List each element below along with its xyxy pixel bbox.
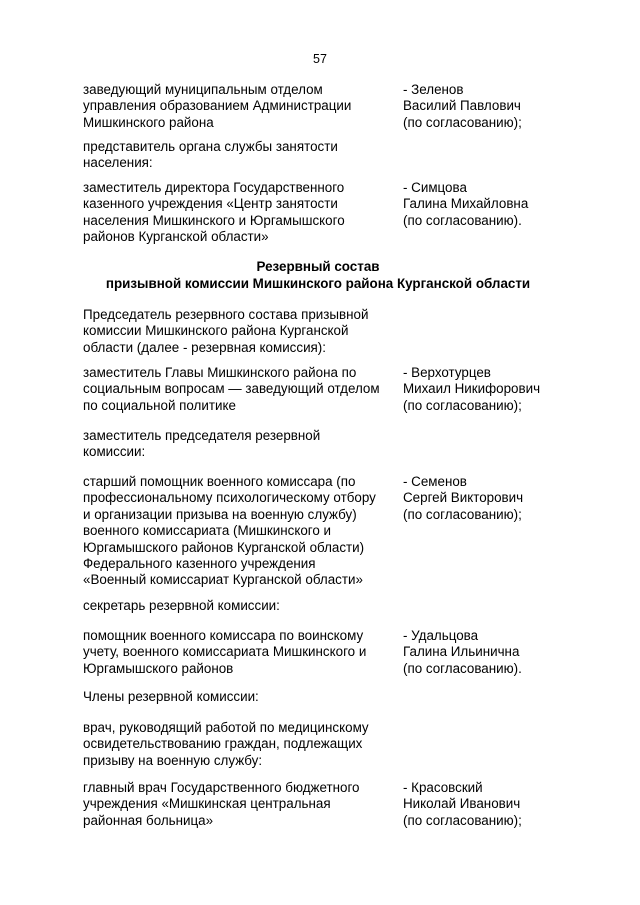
- person-name: - Семенов Сергей Викторович (по согласованию);: [403, 474, 524, 522]
- list-item: [83, 628, 553, 677]
- position-title: заместитель директора Государственного казенного учреждения «Центр занятости населения Мишкинского и Юргамышского районов Курганской области»: [83, 180, 345, 245]
- list-item: [83, 180, 553, 246]
- list-item: [83, 428, 553, 461]
- person-name: - Симцова Галина Михайловна (по согласованию).: [403, 180, 529, 228]
- position-title: помощник военного комиссара по воинскому учету, военного комиссариата Мишкинского и Юргамышского районов: [83, 628, 367, 676]
- position-title: Члены резервной комиссии:: [83, 689, 259, 704]
- position-title: Председатель резервного состава призывной комиссии Мишкинского района Курганской области (далее - резервная комиссия):: [83, 307, 369, 355]
- page-number: 57: [313, 52, 327, 66]
- position-title: секретарь резервной комиссии:: [83, 598, 280, 613]
- person-name: - Зеленов Василий Павлович (по согласованию);: [403, 82, 522, 130]
- position-title: представитель органа службы занятости населения:: [83, 139, 338, 171]
- person-name: - Красовский Николай Иванович (по согласованию);: [403, 780, 522, 828]
- section-title-line1: Резервный состав: [256, 259, 380, 274]
- list-item: [83, 689, 553, 705]
- list-item: [83, 82, 553, 131]
- section-title-line2: призывной комиссии Мишкинского района Курганской области: [105, 276, 531, 291]
- list-item: [83, 780, 553, 829]
- position-title: заместитель председателя резервной комиссии:: [83, 428, 321, 460]
- position-title: заместитель Главы Мишкинского района по социальным вопросам — заведующий отделом по социальной политике: [83, 365, 380, 413]
- list-item: [83, 307, 553, 356]
- person-name: - Верхотурцев Михаил Никифорович (по согласованию);: [403, 365, 541, 413]
- list-item: [83, 365, 553, 414]
- list-item: [83, 598, 553, 614]
- position-title: старший помощник военного комиссара (по профессиональному психологическому отбору и организации призыва на военную службу) военного комиссариата (Мишкинского и Юргамышского районов Курганской области) Федерального казенного учреждения «Военный комиссариат Курганской области»: [83, 474, 376, 588]
- position-title: заведующий муниципальным отделом управления образованием Администрации Мишкинского района: [83, 82, 352, 130]
- person-name: - Удальцова Галина Ильинична (по согласованию).: [403, 628, 522, 676]
- position-title: главный врач Государственного бюджетного учреждения «Мишкинская центральная районная больница»: [83, 780, 360, 828]
- position-title: врач, руководящий работой по медицинскому освидетельствованию граждан, подлежащих призыву на военную службу:: [83, 720, 369, 768]
- section-heading: [83, 258, 553, 292]
- list-item: [83, 139, 553, 172]
- list-item: [83, 720, 553, 769]
- list-item: [83, 474, 553, 589]
